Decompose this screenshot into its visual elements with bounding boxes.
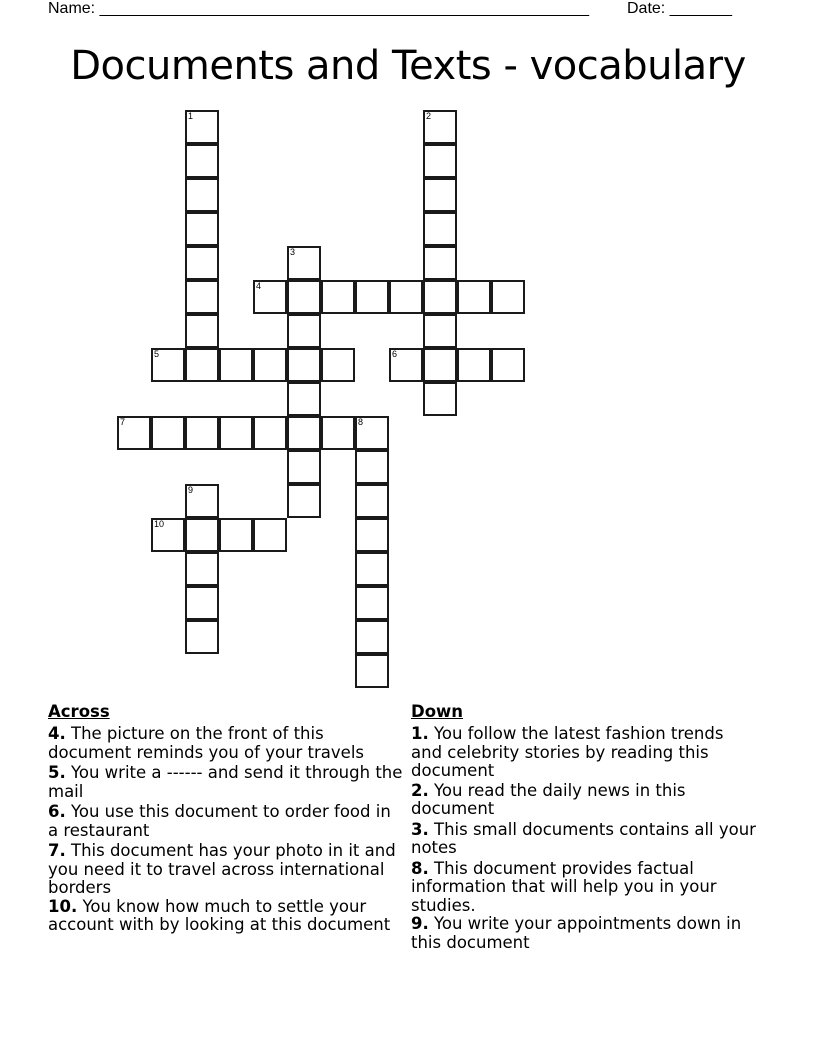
clue-across-7: 7. This document has your photo in it and you need it to travel across international borders (48, 841, 396, 897)
grid-cell[interactable] (185, 110, 219, 144)
grid-cell[interactable] (423, 280, 457, 314)
grid-cell[interactable] (253, 518, 287, 552)
grid-cell[interactable] (389, 348, 423, 382)
clue-across-5: 5. You write a ------ and send it through the mail (48, 763, 403, 801)
grid-cell[interactable] (355, 280, 389, 314)
grid-cell[interactable] (321, 348, 355, 382)
clue-number: 6 (392, 349, 398, 359)
grid-cell[interactable] (321, 416, 355, 450)
grid-cell[interactable] (287, 382, 321, 416)
clue-across-10: 10. You know how much to settle your account with by looking at this document (48, 896, 391, 934)
grid-cell[interactable] (185, 586, 219, 620)
grid-cell[interactable] (185, 348, 219, 382)
grid-cell[interactable] (185, 484, 219, 518)
grid-cell[interactable] (287, 246, 321, 280)
across-heading: Across (48, 702, 110, 721)
grid-cell[interactable] (355, 416, 389, 450)
grid-cell[interactable] (355, 450, 389, 484)
grid-cell[interactable] (219, 348, 253, 382)
grid-cell[interactable] (423, 314, 457, 348)
grid-cell[interactable] (423, 382, 457, 416)
clue-number: 1 (188, 111, 194, 121)
clue-down-3: 3. This small documents contains all your notes (411, 819, 756, 857)
grid-cell[interactable] (355, 518, 389, 552)
grid-cell[interactable] (287, 450, 321, 484)
grid-cell[interactable] (423, 246, 457, 280)
down-heading: Down (411, 702, 464, 721)
grid-cell[interactable] (219, 518, 253, 552)
across-clues (48, 702, 406, 937)
grid-cell[interactable] (151, 348, 185, 382)
grid-cell[interactable] (423, 348, 457, 382)
name-field-label[interactable]: Name: _______________________________________________________ (48, 0, 589, 17)
grid-cell[interactable] (423, 178, 457, 212)
clue-down-9: 9. You write your appointments down in this document (411, 914, 742, 952)
grid-cell[interactable] (185, 144, 219, 178)
grid-cell[interactable] (185, 280, 219, 314)
grid-cell[interactable] (185, 620, 219, 654)
clue-number: 3 (290, 247, 296, 257)
header-line (48, 0, 748, 20)
grid-cell[interactable] (423, 110, 457, 144)
clue-across-6: 6. You use this document to order food in a restaurant (48, 802, 391, 840)
grid-cell[interactable] (355, 620, 389, 654)
date-field-label[interactable]: Date: _______ (627, 0, 732, 17)
grid-cell[interactable] (287, 484, 321, 518)
grid-cell[interactable] (287, 314, 321, 348)
clue-number: 7 (120, 417, 126, 427)
grid-cell[interactable] (423, 212, 457, 246)
grid-cell[interactable] (185, 178, 219, 212)
grid-cell[interactable] (321, 280, 355, 314)
page-title: Documents and Texts - vocabulary (70, 43, 746, 89)
grid-cell[interactable] (219, 416, 253, 450)
grid-cell[interactable] (457, 280, 491, 314)
clue-down-2: 2. You read the daily news in this document (411, 780, 686, 818)
down-clues (411, 702, 756, 954)
grid-cell[interactable] (253, 280, 287, 314)
clue-down-1: 1. You follow the latest fashion trends and celebrity stories by reading this document (411, 724, 724, 780)
grid-cell[interactable] (491, 280, 525, 314)
grid-cell[interactable] (185, 518, 219, 552)
clue-number: 5 (154, 349, 160, 359)
clue-number: 8 (358, 417, 364, 427)
grid-cell[interactable] (389, 280, 423, 314)
grid-cell[interactable] (287, 348, 321, 382)
grid-cell[interactable] (151, 518, 185, 552)
grid-cell[interactable] (117, 416, 151, 450)
grid-cell[interactable] (355, 586, 389, 620)
grid-cell[interactable] (185, 212, 219, 246)
grid-cell[interactable] (355, 552, 389, 586)
grid-cell[interactable] (185, 552, 219, 586)
grid-cell[interactable] (423, 144, 457, 178)
grid-cell[interactable] (287, 416, 321, 450)
clue-number: 4 (256, 281, 262, 291)
grid-cell[interactable] (185, 246, 219, 280)
grid-cell[interactable] (287, 280, 321, 314)
grid-cell[interactable] (185, 314, 219, 348)
grid-cell[interactable] (355, 654, 389, 688)
grid-cell[interactable] (491, 348, 525, 382)
clue-across-4: 4. The picture on the front of this document reminds you of your travels (48, 724, 365, 762)
grid-cell[interactable] (457, 348, 491, 382)
grid-cell[interactable] (185, 416, 219, 450)
clue-number: 2 (426, 111, 432, 121)
clue-number: 10 (154, 519, 165, 529)
grid-cell[interactable] (253, 348, 287, 382)
clue-number: 9 (188, 485, 194, 495)
grid-cell[interactable] (151, 416, 185, 450)
grid-cell[interactable] (355, 484, 389, 518)
clue-down-8: 8. This document provides factual information that will help you in your studies. (411, 858, 717, 915)
grid-cell[interactable] (253, 416, 287, 450)
